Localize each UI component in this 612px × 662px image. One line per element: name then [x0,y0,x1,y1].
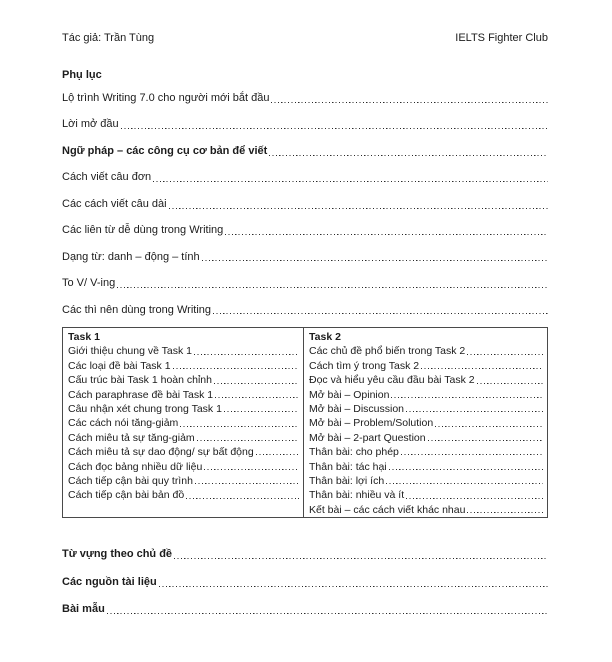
toc-entry-label: Dạng từ: danh – động – tính [62,250,200,263]
dotted-leader [117,277,548,288]
toc-entry-label: Thân bài: tác hại [309,460,387,473]
toc-entry [68,460,299,474]
toc-entry [309,474,543,488]
dotted-leader [269,145,548,156]
dotted-leader [174,548,548,559]
toc-entry [309,416,543,430]
toc-entry-label: Các nguồn tài liệu [62,575,157,588]
toc-entry-label: Cách paraphrase đề bài Task 1 [68,388,214,401]
dotted-leader [197,431,299,442]
dotted-leader [421,359,543,370]
toc-entry [309,431,543,445]
toc-entry [68,488,299,502]
dotted-leader [467,344,543,355]
dotted-leader [159,576,548,587]
toc-entry [68,373,299,387]
dotted-leader [477,373,543,384]
toc-entry-label: Cách tiếp cận bài bản đồ [68,489,185,502]
dotted-leader [224,402,299,413]
toc-entry [62,145,548,171]
dotted-leader [204,460,299,471]
toc-entry-label: Thân bài: cho phép [309,446,399,459]
toc-entry-label: Thân bài: nhiều và ít [309,489,405,502]
toc-entry-label: Các chủ đề phổ biến trong Task 2 [309,345,466,358]
toc-entry [62,198,548,224]
toc-entry-label: Lời mở đầu [62,118,119,131]
toc-entry-label: Ngữ pháp – các công cụ cơ bản để viết [62,144,268,157]
toc-entry [309,503,543,517]
toc-entry-label: Câu nhận xét chung trong Task 1 [68,402,222,415]
toc-entry [68,416,299,430]
section-title: Phụ lục [62,69,102,81]
toc-entry [309,460,543,474]
dotted-leader [271,92,548,103]
dotted-leader [173,359,299,370]
dotted-leader [386,474,543,485]
toc-entry-label: To V/ V-ing [62,277,116,290]
dotted-leader [215,388,299,399]
dotted-leader [107,603,548,614]
toc-entry [309,359,543,373]
toc-entry [68,431,299,445]
task2-item-list [309,344,543,517]
dotted-leader [467,503,543,514]
dotted-leader [169,198,548,209]
toc-entry-label: Kết bài – các cách viết khác nhau [309,503,466,516]
dotted-leader [406,402,543,413]
brand-name: IELTS Fighter Club [455,32,548,44]
toc-entry [62,603,548,631]
dotted-leader [391,388,543,399]
toc-entry-label: Cách tìm ý trong Task 2 [309,359,420,372]
toc-entry-label: Mở bài – 2-part Question [309,431,426,444]
dotted-leader [213,304,548,315]
toc-entry [68,402,299,416]
toc-entry-label: Đọc và hiểu yêu cầu đầu bài Task 2 [309,374,475,387]
toc-entry [62,548,548,576]
toc-entry [62,251,548,277]
toc-entry [309,344,543,358]
toc-entry [62,224,548,250]
toc-entry-label: Từ vựng theo chủ đề [62,548,173,560]
toc-entry-label: Các thì nên dùng trong Writing [62,303,211,316]
toc-list [62,92,548,330]
toc-entry [68,359,299,373]
dotted-leader [406,488,543,499]
dotted-leader [225,224,548,235]
toc-entry [309,402,543,416]
dotted-leader [256,445,299,456]
toc-entry-label: Mở bài – Discussion [309,402,405,415]
dotted-leader [214,373,299,384]
toc-entry-label: Cách đọc bảng nhiều dữ liệu [68,460,203,473]
toc-entry-label: Mở bài – Problem/Solution [309,417,434,430]
dotted-leader [186,488,299,499]
toc-entry [62,277,548,303]
author-credit: Tác giả: Trần Tùng [62,32,155,44]
dotted-leader [121,118,548,129]
dotted-leader [194,344,299,355]
toc-entry-label: Các loại đề bài Task 1 [68,359,171,372]
toc-entry-label: Cấu trúc bài Task 1 hoàn chỉnh [68,374,212,387]
toc-entry [309,388,543,402]
dotted-leader [428,431,543,442]
toc-entry [68,474,299,488]
dotted-leader [435,416,543,427]
toc-entry [309,373,543,387]
toc-entry-label: Các liên từ dễ dùng trong Writing [62,224,224,237]
toc-entry-label: Các cách viết câu dài [62,197,167,210]
toc-entry [62,304,548,330]
task1-item-list [68,344,299,502]
task2-column-header: Task 2 [309,331,341,343]
toc-entry-label: Cách viết câu đơn [62,171,152,184]
toc-entry [62,171,548,197]
toc-entry [68,388,299,402]
toc-entry [62,576,548,604]
toc-entry [62,118,548,144]
toc-entry-label: Cách miêu tả sự tăng-giảm [68,431,195,444]
toc-entry-label: Cách miêu tả sự dao động/ sự bất động [68,446,254,459]
page-header [62,32,548,45]
toc-entry-label: Cách tiếp cận bài quy trình [68,474,193,487]
toc-entry [68,445,299,459]
toc-entry [309,488,543,502]
toc-entry-label: Lộ trình Writing 7.0 cho người mới bắt đầu [62,92,270,104]
dotted-leader [401,445,543,456]
task2-column [304,328,547,517]
toc-entry-label: Bài mẫu [62,603,105,616]
footer-toc-list [62,548,548,631]
toc-entry [309,445,543,459]
toc-entry [62,92,548,118]
dotted-leader [153,171,548,182]
toc-entry-label: Thân bài: lợi ích [309,474,385,487]
toc-entry-label: Mở bài – Opinion [309,388,390,401]
toc-entry [68,344,299,358]
toc-entry-label: Các cách nói tăng-giảm [68,417,179,430]
toc-entry-label: Giới thiệu chung về Task 1 [68,345,193,358]
dotted-leader [180,416,299,427]
dotted-leader [202,251,548,262]
task1-column [63,328,304,517]
task1-column-header: Task 1 [68,331,100,343]
task-table [62,327,548,518]
dotted-leader [389,460,543,471]
dotted-leader [195,474,299,485]
